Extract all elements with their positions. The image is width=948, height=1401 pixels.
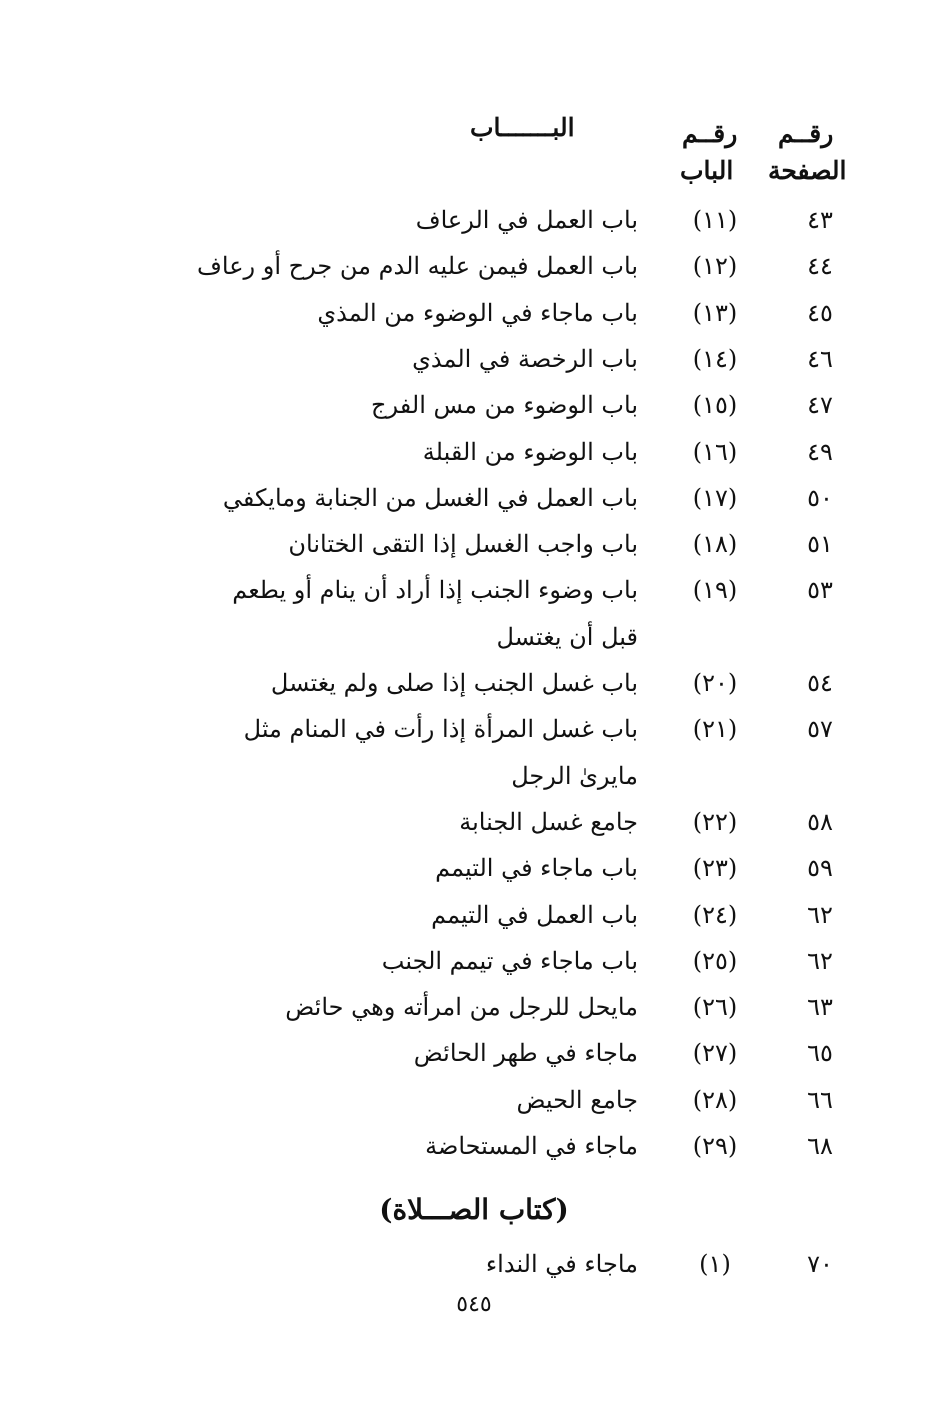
index-row bbox=[0, 438, 948, 484]
row-page-number: ٥٤ bbox=[807, 669, 833, 697]
row-chapter-number: (١١) bbox=[692, 206, 738, 234]
row-chapter-number: (١٩) bbox=[692, 576, 738, 604]
row-chapter-title: باب غسل الجنب إذا صلى ولم يغتسل bbox=[270, 669, 638, 697]
row-page-number: ٥٣ bbox=[807, 576, 833, 604]
row-chapter-title: ماجاء في النداء bbox=[485, 1250, 638, 1278]
row-chapter-number: (١٢) bbox=[692, 252, 738, 280]
row-chapter-number: (١) bbox=[699, 1250, 731, 1278]
row-chapter-title: باب الرخصة في المذي bbox=[412, 345, 638, 373]
index-row bbox=[0, 1086, 948, 1132]
row-chapter-number: (٢٥) bbox=[692, 947, 738, 975]
row-chapter-title: باب ماجاء في التيمم bbox=[435, 854, 638, 882]
row-chapter-title: ماجاء في المستحاضة bbox=[425, 1132, 638, 1160]
row-chapter-number: (٢٧) bbox=[692, 1039, 738, 1067]
row-chapter-number: (١٨) bbox=[692, 530, 738, 558]
index-row bbox=[0, 530, 948, 576]
index-row bbox=[0, 669, 948, 715]
row-chapter-title: باب العمل فيمن عليه الدم من جرح أو رعاف bbox=[197, 252, 638, 280]
index-row bbox=[0, 299, 948, 345]
row-chapter-title: باب العمل في الغسل من الجنابة ومايكفي bbox=[222, 484, 638, 512]
index-row bbox=[0, 206, 948, 252]
index-row bbox=[0, 993, 948, 1039]
row-page-number: ٤٩ bbox=[807, 438, 833, 466]
index-row bbox=[0, 1039, 948, 1085]
header-chapter-number-line2: الباب bbox=[680, 156, 734, 185]
row-chapter-number: (٢١) bbox=[692, 715, 738, 743]
row-title-continuation: قبل أن يغتسل bbox=[496, 623, 638, 651]
row-page-number: ٥٨ bbox=[807, 808, 833, 836]
row-chapter-title: باب العمل في الرعاف bbox=[415, 206, 638, 234]
row-chapter-title: باب الوضوء من مس الفرج bbox=[371, 391, 638, 419]
section-row bbox=[0, 1250, 948, 1296]
row-chapter-title: باب العمل في التيمم bbox=[431, 901, 638, 929]
index-row bbox=[0, 345, 948, 391]
header-title-column: البـــــــاب bbox=[470, 113, 575, 142]
row-page-number: ٦٥ bbox=[807, 1039, 833, 1067]
row-chapter-title: ماجاء في طهر الحائض bbox=[413, 1039, 638, 1067]
row-page-number: ٥٩ bbox=[807, 854, 833, 882]
row-title-continuation: مايرىٰ الرجل bbox=[511, 762, 638, 790]
header-page-number-line1: رقــم bbox=[778, 119, 834, 148]
row-page-number: ٥١ bbox=[807, 530, 833, 558]
row-chapter-title: باب غسل المرأة إذا رأت في المنام مثل bbox=[243, 715, 638, 743]
index-row bbox=[0, 808, 948, 854]
row-chapter-title: باب وضوء الجنب إذا أراد أن ينام أو يطعم bbox=[232, 576, 638, 604]
index-row bbox=[0, 484, 948, 530]
row-chapter-number: (١٦) bbox=[692, 438, 738, 466]
row-chapter-number: (١٤) bbox=[692, 345, 738, 373]
row-chapter-number: (١٥) bbox=[692, 391, 738, 419]
row-page-number: ٤٥ bbox=[807, 299, 833, 327]
row-page-number: ٤٧ bbox=[807, 391, 833, 419]
row-page-number: ٦٦ bbox=[807, 1086, 833, 1114]
section-title: (كتاب الصـــلاة) bbox=[379, 1193, 569, 1226]
row-chapter-number: (٢٦) bbox=[692, 993, 738, 1021]
row-page-number: ٤٦ bbox=[807, 345, 833, 373]
row-page-number: ٥٠ bbox=[807, 484, 833, 512]
row-chapter-number: (٢٤) bbox=[692, 901, 738, 929]
row-chapter-title: جامع غسل الجنابة bbox=[459, 808, 638, 836]
index-row bbox=[0, 391, 948, 437]
row-chapter-number: (٢٠) bbox=[692, 669, 738, 697]
row-page-number: ٤٣ bbox=[807, 206, 833, 234]
row-chapter-title: باب ماجاء في الوضوء من المذي bbox=[317, 299, 638, 327]
row-chapter-title: باب الوضوء من القبلة bbox=[422, 438, 638, 466]
index-row bbox=[0, 1132, 948, 1178]
row-page-number: ٤٤ bbox=[807, 252, 833, 280]
row-chapter-title: مايحل للرجل من امرأته وهي حائض bbox=[285, 993, 638, 1021]
index-row bbox=[0, 854, 948, 900]
row-chapter-number: (٢٣) bbox=[692, 854, 738, 882]
row-page-number: ٦٢ bbox=[807, 901, 833, 929]
row-chapter-title: جامع الحيض bbox=[516, 1086, 638, 1114]
row-chapter-number: (١٧) bbox=[692, 484, 738, 512]
index-row bbox=[0, 252, 948, 298]
row-page-number: ٦٨ bbox=[807, 1132, 833, 1160]
row-page-number: ٦٢ bbox=[807, 947, 833, 975]
row-chapter-title: باب واجب الغسل إذا التقى الختانان bbox=[288, 530, 638, 558]
index-row bbox=[0, 947, 948, 993]
page-number-footer: ٥٤٥ bbox=[456, 1292, 492, 1317]
row-page-number: ٦٣ bbox=[807, 993, 833, 1021]
row-page-number: ٧٠ bbox=[807, 1250, 833, 1278]
header-chapter-number-line1: رقــم bbox=[682, 119, 738, 148]
row-page-number: ٥٧ bbox=[807, 715, 833, 743]
index-row bbox=[0, 715, 948, 761]
index-row bbox=[0, 576, 948, 622]
row-chapter-title: باب ماجاء في تيمم الجنب bbox=[381, 947, 638, 975]
index-row bbox=[0, 901, 948, 947]
row-chapter-number: (١٣) bbox=[692, 299, 738, 327]
row-chapter-number: (٢٢) bbox=[692, 808, 738, 836]
row-chapter-number: (٢٩) bbox=[692, 1132, 738, 1160]
header-page-number-line2: الصفحة bbox=[768, 156, 847, 185]
row-chapter-number: (٢٨) bbox=[692, 1086, 738, 1114]
